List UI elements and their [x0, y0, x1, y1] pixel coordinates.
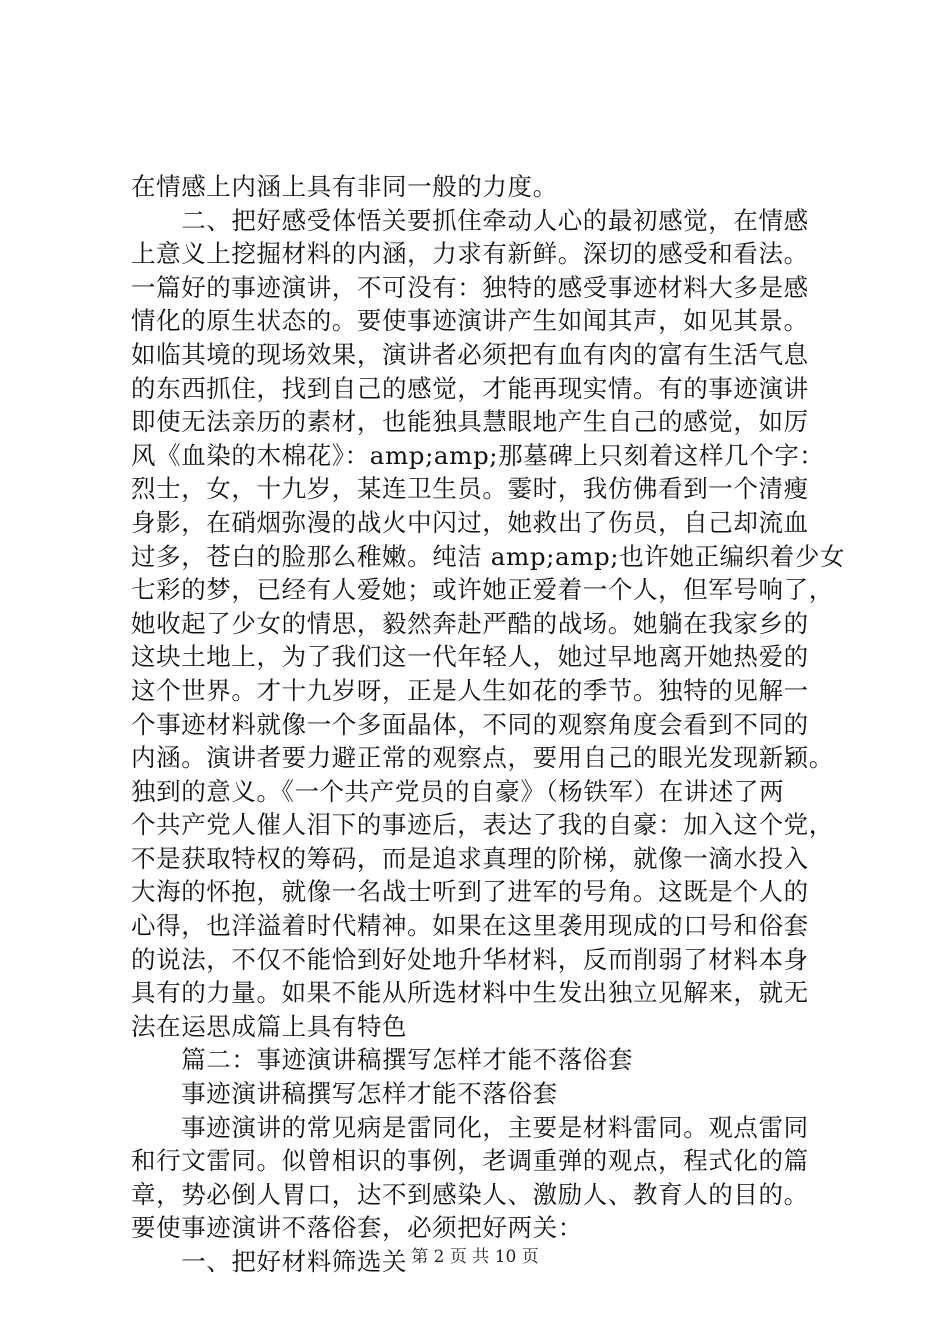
text-line: 心得，也洋溢着时代精神。如果在这里袭用现成的口号和俗套 [131, 911, 809, 941]
text-line: 烈士，女，十九岁，某连卫生员。霎时，我仿佛看到一个清瘦 [131, 474, 809, 504]
text-line: 这块土地上，为了我们这一代年轻人，她过早地离开她热爱的 [131, 642, 809, 672]
text-line: 情化的原生状态的。要使事迹演讲产生如闻其声，如见其景。 [131, 306, 809, 336]
section-heading: 篇二：事迹演讲稿撰写怎样才能不落俗套 [131, 1045, 633, 1075]
text-line: 的东西抓住，找到自己的感觉，才能再现实情。有的事迹演讲 [131, 373, 809, 403]
text-line: 不是获取特权的筹码，而是追求真理的阶梯，就像一滴水投入 [131, 843, 809, 873]
text-line: 身影，在硝烟弥漫的战火中闪过，她救出了伤员，自己却流血 [131, 507, 809, 537]
text-line: 章，势必倒人胃口，达不到感染人、激励人、教育人的目的。 [131, 1179, 809, 1209]
text-line: 内涵。演讲者要力避正常的观察点，要用自己的眼光发现新颖。 [131, 743, 834, 773]
text-line: 上意义上挖掘材料的内涵，力求有新鲜。深切的感受和看法。 [131, 239, 809, 269]
subsection-heading: 一、把好材料筛选关 [131, 1247, 408, 1276]
text-line: 独到的意义。《一个共产党员的自豪》（杨铁军）在讲述了两 [131, 776, 785, 806]
section-subtitle: 事迹演讲稿撰写怎样才能不落俗套 [131, 1079, 558, 1109]
text-line: 个共产党人催人泪下的事迹后，表达了我的自豪：加入这个党， [131, 810, 834, 840]
text-line: 的说法，不仅不能恰到好处地升华材料，反而削弱了材料本身 [131, 944, 809, 974]
text-line: 她收起了少女的情思，毅然奔赴严酷的战场。她躺在我家乡的 [131, 608, 809, 638]
text-line: 风《血染的木棉花》：amp;amp;那墓碑上只刻着这样几个字： [131, 440, 825, 470]
text-line: 二、把好感受体悟关要抓住牵动人心的最初感觉，在情感 [131, 205, 809, 235]
text-line: 大海的怀抱，就像一名战士听到了进军的号角。这既是个人的 [131, 877, 809, 907]
text-line: 个事迹材料就像一个多面晶体，不同的观察角度会看到不同的 [131, 709, 809, 739]
text-line: 即使无法亲历的素材，也能独具慧眼地产生自己的感觉，如厉 [131, 407, 809, 437]
text-line: 具有的力量。如果不能从所选材料中生发出独立见解来，就无 [131, 978, 809, 1008]
page-number-footer: 第 2 页 共 10 页 [411, 1247, 539, 1267]
text-line: 如临其境的现场效果，演讲者必须把有血有肉的富有生活气息 [131, 339, 809, 369]
body-text [131, 170, 851, 1279]
text-line: 法在运思成篇上具有特色 [131, 1011, 408, 1041]
text-line: 七彩的梦，已经有人爱她；或许她正爱着一个人，但军号响了， [131, 575, 834, 605]
text-line: 要使事迹演讲不落俗套，必须把好两关： [131, 1213, 583, 1243]
text-line: 一篇好的事迹演讲，不可没有：独特的感受事迹材料大多是感 [131, 272, 809, 302]
text-line: 在情感上内涵上具有非同一般的力度。 [131, 172, 558, 201]
text-line: 这个世界。才十九岁呀，正是人生如花的季节。独特的见解一 [131, 675, 809, 705]
text-line: 事迹演讲的常见病是雷同化，主要是材料雷同。观点雷同 [131, 1112, 809, 1142]
text-line: 过多，苍白的脸那么稚嫩。纯洁 amp;amp;也许她正编织着少女 [131, 541, 846, 571]
text-line: 和行文雷同。似曾相识的事例，老调重弹的观点，程式化的篇 [131, 1146, 809, 1176]
